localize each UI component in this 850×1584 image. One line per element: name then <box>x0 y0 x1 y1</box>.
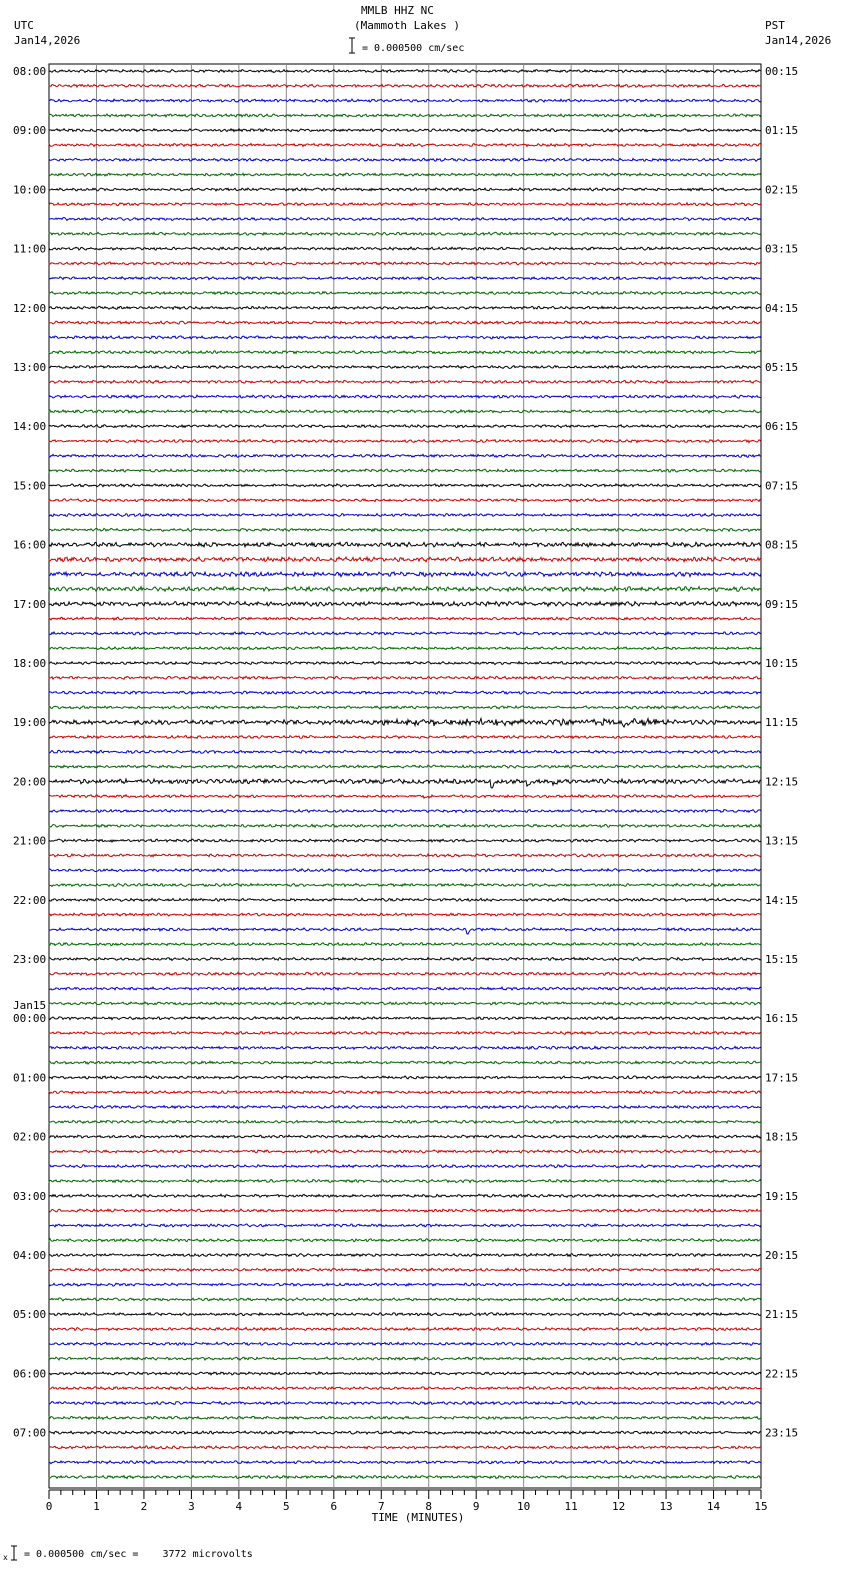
trace-93 <box>49 1446 761 1449</box>
pst-hour-label: 21:15 <box>765 1308 799 1322</box>
utc-hour-label: 13:00 <box>13 361 47 374</box>
trace-37 <box>49 617 761 620</box>
trace-64 <box>49 1017 761 1020</box>
scale-bar-icon <box>349 38 355 53</box>
utc-hour-label: 22:00 <box>13 893 47 907</box>
pst-hour-label: 22:15 <box>765 1367 799 1381</box>
utc-hour-label: 02:00 <box>13 1130 47 1144</box>
utc-hour-label: 03:00 <box>13 1189 47 1203</box>
pst-hour-label: 02:15 <box>765 183 799 197</box>
utc-hour-label: 21:00 <box>13 834 47 848</box>
pst-hour-label: 09:15 <box>765 597 799 611</box>
utc-hour-label: 09:00 <box>13 124 47 138</box>
x-axis <box>46 1490 768 1524</box>
pst-hour-label: 08:15 <box>765 538 799 552</box>
pst-hour-label: 00:15 <box>765 65 799 78</box>
trace-68 <box>49 1076 761 1079</box>
trace-95 <box>49 1476 761 1479</box>
minute-gridlines <box>96 64 713 1488</box>
trace-59 <box>49 943 761 946</box>
trace-45 <box>49 736 761 739</box>
trace-12 <box>49 247 761 250</box>
x-tick-label: 1 <box>93 1500 100 1513</box>
trace-94 <box>49 1461 761 1464</box>
trace-76 <box>49 1194 761 1197</box>
station-title: MMLB HHZ NC <box>361 4 434 17</box>
x-tick-label: 7 <box>377 1500 385 1513</box>
trace-67 <box>49 1061 761 1064</box>
trace-19 <box>49 351 761 354</box>
trace-43 <box>49 706 761 709</box>
trace-35 <box>49 587 761 592</box>
trace-14 <box>49 277 761 280</box>
trace-55 <box>49 884 761 887</box>
trace-62 <box>49 987 761 990</box>
utc-hour-label: 11:00 <box>13 242 47 256</box>
trace-53 <box>49 854 761 857</box>
utc-hour-label: 15:00 <box>13 479 47 493</box>
footer-marker: x <box>3 1553 8 1562</box>
pst-hour-label: 10:15 <box>765 657 799 670</box>
trace-87 <box>49 1357 761 1360</box>
trace-72 <box>49 1135 761 1138</box>
pst-hour-label: 17:15 <box>765 1071 799 1085</box>
trace-85 <box>49 1328 761 1331</box>
trace-60 <box>49 958 761 961</box>
trace-24 <box>49 425 761 428</box>
utc-hour-label: 20:00 <box>13 775 47 789</box>
x-tick-label: 0 <box>45 1500 53 1513</box>
trace-29 <box>49 499 761 502</box>
trace-27 <box>49 469 761 472</box>
trace-5 <box>49 144 761 147</box>
trace-1 <box>49 84 761 87</box>
utc-hour-label: 05:00 <box>13 1308 47 1322</box>
trace-48 <box>49 779 761 788</box>
trace-6 <box>49 158 761 161</box>
trace-88 <box>49 1372 761 1375</box>
x-tick-label: 4 <box>235 1500 243 1513</box>
x-tick-label: 13 <box>659 1500 673 1513</box>
trace-78 <box>49 1224 761 1227</box>
trace-21 <box>49 380 761 383</box>
trace-23 <box>49 410 761 413</box>
pst-hour-label: 18:15 <box>765 1130 799 1144</box>
pst-hour-label: 11:15 <box>765 716 799 730</box>
trace-22 <box>49 395 761 398</box>
utc-hour-label: 08:00 <box>13 65 47 78</box>
trace-65 <box>49 1032 761 1035</box>
utc-hour-label: 14:00 <box>13 420 47 434</box>
trace-11 <box>49 232 761 235</box>
x-tick-label: 3 <box>188 1500 195 1513</box>
trace-9 <box>49 203 761 206</box>
trace-84 <box>49 1313 761 1316</box>
trace-42 <box>49 691 761 694</box>
trace-13 <box>49 262 761 265</box>
trace-82 <box>49 1283 761 1286</box>
utc-hour-label: 23:00 <box>13 953 47 966</box>
trace-61 <box>49 972 761 975</box>
trace-36 <box>49 602 761 607</box>
trace-81 <box>49 1268 761 1271</box>
pst-hour-label: 03:15 <box>765 242 799 256</box>
x-tick-label: 2 <box>140 1500 148 1513</box>
trace-54 <box>49 869 761 872</box>
x-tick-label: 14 <box>706 1500 721 1513</box>
trace-26 <box>49 454 761 457</box>
pst-hour-label: 14:15 <box>765 893 799 907</box>
trace-77 <box>49 1209 761 1212</box>
utc-hour-label: 12:00 <box>13 301 47 315</box>
trace-17 <box>49 321 761 324</box>
trace-66 <box>49 1046 761 1049</box>
trace-47 <box>49 765 761 768</box>
pst-hour-label: 15:15 <box>765 953 799 966</box>
utc-hour-label: 00:00 <box>13 1012 47 1026</box>
trace-33 <box>49 557 761 562</box>
trace-91 <box>49 1416 761 1419</box>
left-date: Jan14,2026 <box>14 34 81 47</box>
trace-69 <box>49 1091 761 1094</box>
trace-3 <box>49 114 761 117</box>
trace-75 <box>49 1180 761 1183</box>
pst-hour-label: 06:15 <box>765 420 799 434</box>
trace-70 <box>49 1106 761 1109</box>
trace-41 <box>49 676 761 679</box>
trace-83 <box>49 1298 761 1301</box>
x-tick-label: 12 <box>611 1500 626 1513</box>
x-tick-label: 10 <box>517 1500 531 1513</box>
trace-63 <box>49 1002 761 1005</box>
left-timezone: UTC <box>14 19 34 32</box>
utc-hour-label: 19:00 <box>13 716 47 730</box>
trace-18 <box>49 336 761 339</box>
trace-73 <box>49 1150 761 1153</box>
location-title: (Mammoth Lakes ) <box>354 19 460 32</box>
trace-31 <box>49 528 761 531</box>
trace-16 <box>49 306 761 309</box>
pst-hour-label: 19:15 <box>765 1189 799 1203</box>
trace-25 <box>49 440 761 443</box>
trace-15 <box>49 292 761 295</box>
right-timezone: PST <box>765 19 785 32</box>
x-tick-label: 6 <box>330 1500 338 1513</box>
utc-hour-label: 17:00 <box>13 597 47 611</box>
trace-89 <box>49 1387 761 1390</box>
trace-2 <box>49 99 761 102</box>
traces <box>49 70 761 1479</box>
trace-71 <box>49 1120 761 1123</box>
trace-30 <box>49 514 761 517</box>
trace-46 <box>49 750 761 753</box>
trace-0 <box>49 70 761 73</box>
trace-79 <box>49 1239 761 1242</box>
scale-label: = 0.000500 cm/sec <box>362 43 465 54</box>
trace-86 <box>49 1342 761 1345</box>
trace-40 <box>49 662 761 665</box>
utc-hour-label: 06:00 <box>13 1367 47 1381</box>
trace-10 <box>49 218 761 221</box>
trace-38 <box>49 632 761 635</box>
trace-57 <box>49 913 761 916</box>
trace-92 <box>49 1431 761 1434</box>
utc-hour-label: 10:00 <box>13 183 47 197</box>
trace-28 <box>49 484 761 487</box>
date-change-label: Jan15 <box>13 999 47 1013</box>
x-tick-label: 8 <box>425 1500 433 1513</box>
trace-44 <box>49 718 761 727</box>
pst-hour-label: 01:15 <box>765 124 799 138</box>
trace-49 <box>49 795 761 799</box>
pst-hour-label: 04:15 <box>765 301 799 315</box>
trace-58 <box>49 928 761 934</box>
trace-32 <box>49 542 761 547</box>
trace-4 <box>49 129 761 132</box>
pst-hour-label: 05:15 <box>765 361 799 374</box>
trace-39 <box>49 647 761 650</box>
pst-hour-label: 20:15 <box>765 1249 799 1262</box>
pst-hour-label: 07:15 <box>765 479 799 493</box>
utc-hour-label: 07:00 <box>13 1426 47 1440</box>
x-tick-label: 11 <box>564 1500 578 1513</box>
pst-hour-label: 23:15 <box>765 1426 799 1440</box>
trace-74 <box>49 1165 761 1168</box>
pst-hour-label: 13:15 <box>765 834 799 848</box>
utc-hour-label: 04:00 <box>13 1249 47 1262</box>
right-date: Jan14,2026 <box>765 34 832 47</box>
trace-8 <box>49 188 761 191</box>
x-axis-title: TIME (MINUTES) <box>371 1511 465 1524</box>
pst-hour-label: 12:15 <box>765 775 799 789</box>
utc-hour-label: 16:00 <box>13 538 47 552</box>
trace-34 <box>49 572 761 577</box>
trace-90 <box>49 1402 761 1405</box>
trace-50 <box>49 810 761 813</box>
pst-hour-label: 16:15 <box>765 1012 799 1026</box>
x-tick-label: 5 <box>283 1500 290 1513</box>
trace-52 <box>49 839 761 842</box>
trace-80 <box>49 1254 761 1257</box>
utc-hour-label: 01:00 <box>13 1071 47 1085</box>
trace-7 <box>49 173 761 176</box>
utc-hour-label: 18:00 <box>13 657 47 670</box>
x-tick-label: 15 <box>754 1500 768 1513</box>
x-tick-label: 9 <box>472 1500 480 1513</box>
footer-scale-bar-icon <box>11 1546 17 1560</box>
trace-51 <box>49 824 761 827</box>
trace-56 <box>49 898 761 901</box>
footer-scale-note: = 0.000500 cm/sec = 3772 microvolts <box>24 1549 253 1560</box>
trace-20 <box>49 366 761 369</box>
